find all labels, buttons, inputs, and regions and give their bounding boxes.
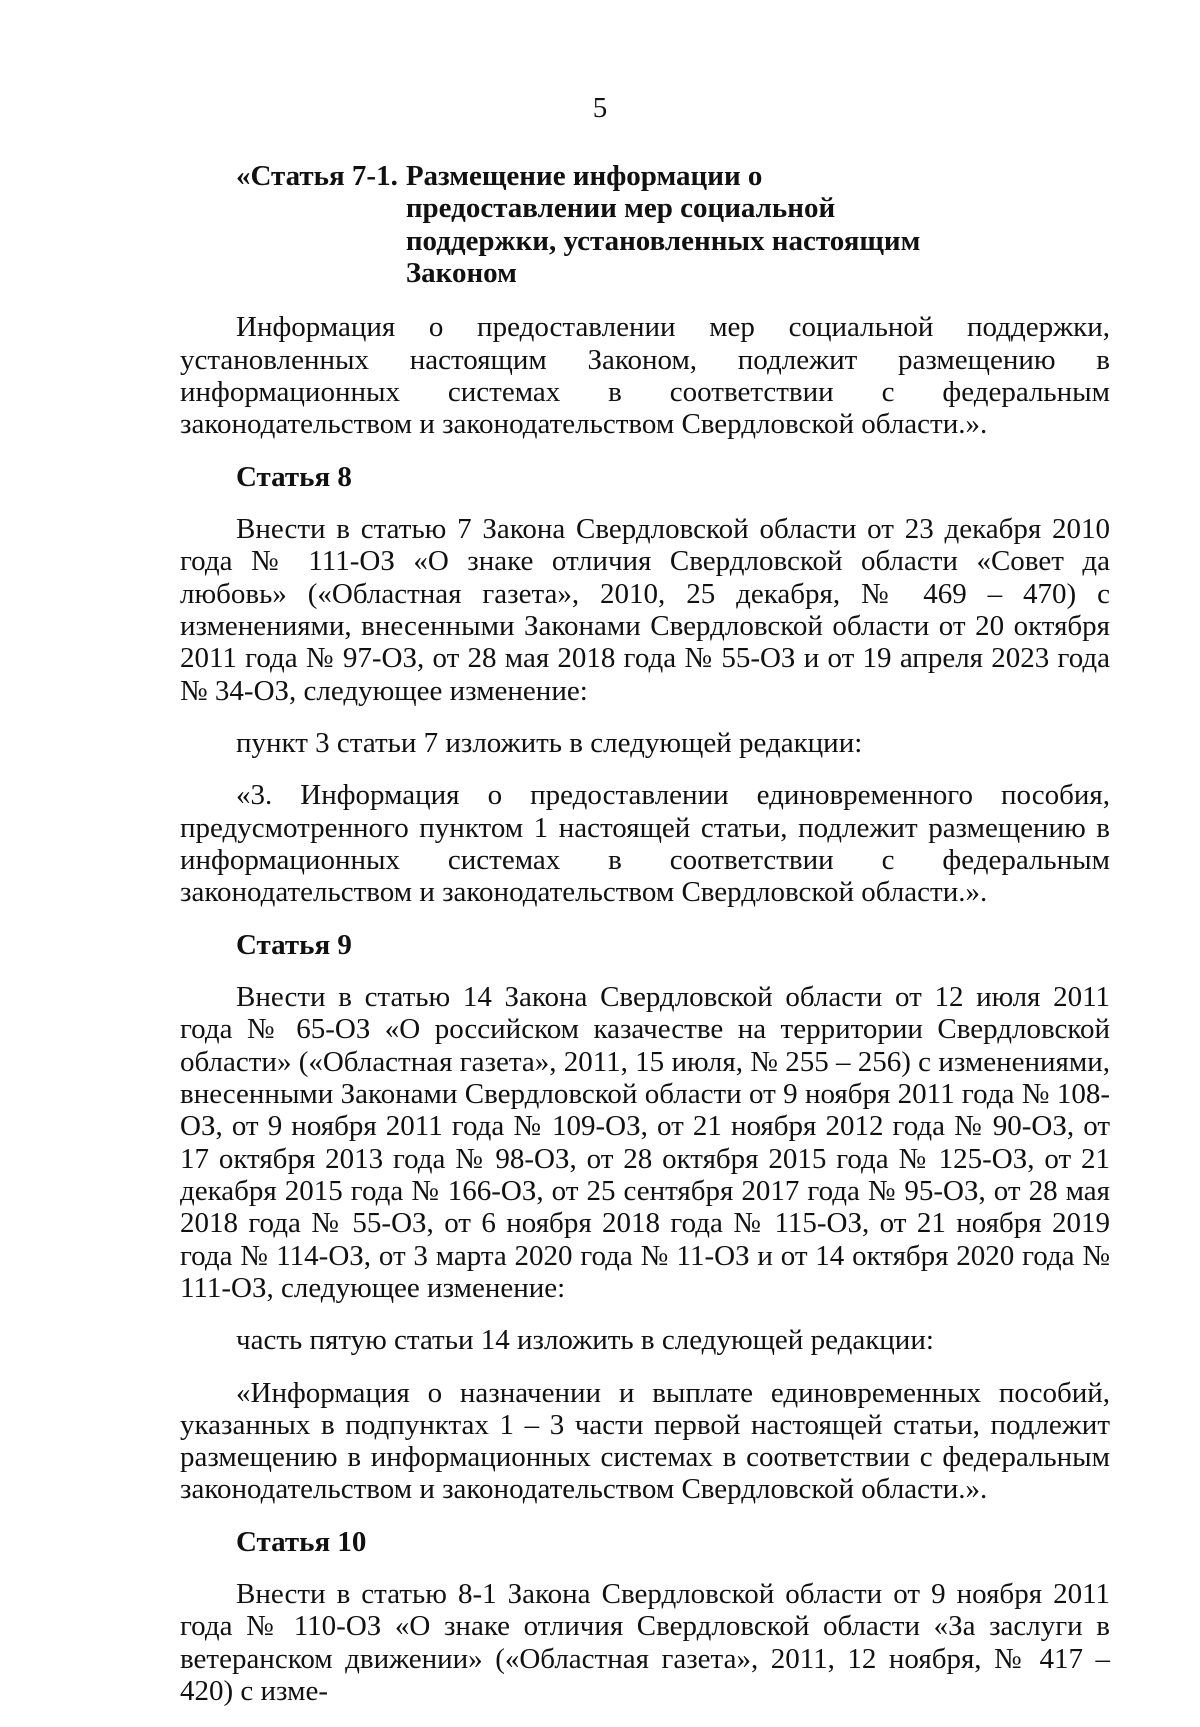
article-10-heading: Статья 10 [236,1525,367,1558]
article-8-heading: Статья 8 [236,460,352,493]
article-8-instruction: пункт 3 статьи 7 изложить в следующей редакции: [236,726,863,759]
article-9-intro: Внести в статью 14 Закона Свердловской области от 12 июля 2011 года № 65-ОЗ «О российском казачестве на территории Свердловской области» («Областная газета», 2011, 15 июля, № 255 – 256) с изменениями, внесенными Законами Свердловской области от 9 ноября 2011 года № 108-ОЗ, от 9 ноября 2011 года № 109-ОЗ, от 21 ноября 2012 года № 90-ОЗ, от 17 октября 2013 года № 98-ОЗ, от 28 октября 2015 года № 125-ОЗ, от 21 декабря 2015 года № 166-ОЗ, от 25 сентября 2017 года № 95-ОЗ, от 28 мая 2018 года № 55-ОЗ, от 6 ноября 2018 года № 115-ОЗ, от 21 ноября 2019 года № 114-ОЗ, от 3 марта 2020 года № 11-ОЗ и от 14 октября 2020 года № 111-ОЗ, следующее изменение: [180,980,1110,1304]
article-10-intro: Внести в статью 8-1 Закона Свердловской области от 9 ноября 2011 года № 110-ОЗ «О знаке отличия Свердловской области «За заслуги в ветеранском движении» («Областная газета», 2011, 12 ноября, № 417 – 420) с изме- [180,1578,1110,1708]
article-8-intro: Внести в статью 7 Закона Свердловской области от 23 декабря 2010 года № 111-ОЗ «О знаке отличия Свердловской области «Совет да любовь» («Областная газета», 2010, 25 декабря, № 469 – 470) с изменениями, внесенными Законами Свердловской области от 20 октября 2011 года № 97-ОЗ, от 28 мая 2018 года № 55-ОЗ и от 19 апреля 2023 года № 34-ОЗ, следующее изменение: [180,512,1110,707]
article-9-new-text: «Информация о назначении и выплате единовременных пособий, указанных в подпунктах 1 – 3 части первой настоящей статьи, подлежит размещению в информационных системах в соответствии с федеральным законодательством и законодательством Свердловской области.». [180,1376,1110,1506]
article-9-heading: Статья 9 [236,928,352,961]
article-8-new-text: «3. Информация о предоставлении единовременного пособия, предусмотренного пунктом 1 настоящей статьи, подлежит размещению в информационных системах в соответствии с федеральным законодательством и законодательством Свердловской области.». [180,779,1110,909]
article-9-instruction: часть пятую статьи 14 изложить в следующей редакции: [236,1324,934,1357]
page-number: 5 [592,92,608,124]
article-7-1-prefix: «Статья 7-1. [236,160,398,192]
article-7-1-text: Информация о предоставлении мер социальной поддержки, установленных настоящим Законом, подлежит размещению в информационных системах в соответствии с федеральным законодательством и законодательством Свердловской области.». [180,311,1110,441]
article-7-1-title: Размещение информации о предоставлении мер социальной поддержки, установленных настоящим Законом [405,160,921,289]
document-body [180,160,1110,1727]
article-7-1-heading [236,160,1110,289]
